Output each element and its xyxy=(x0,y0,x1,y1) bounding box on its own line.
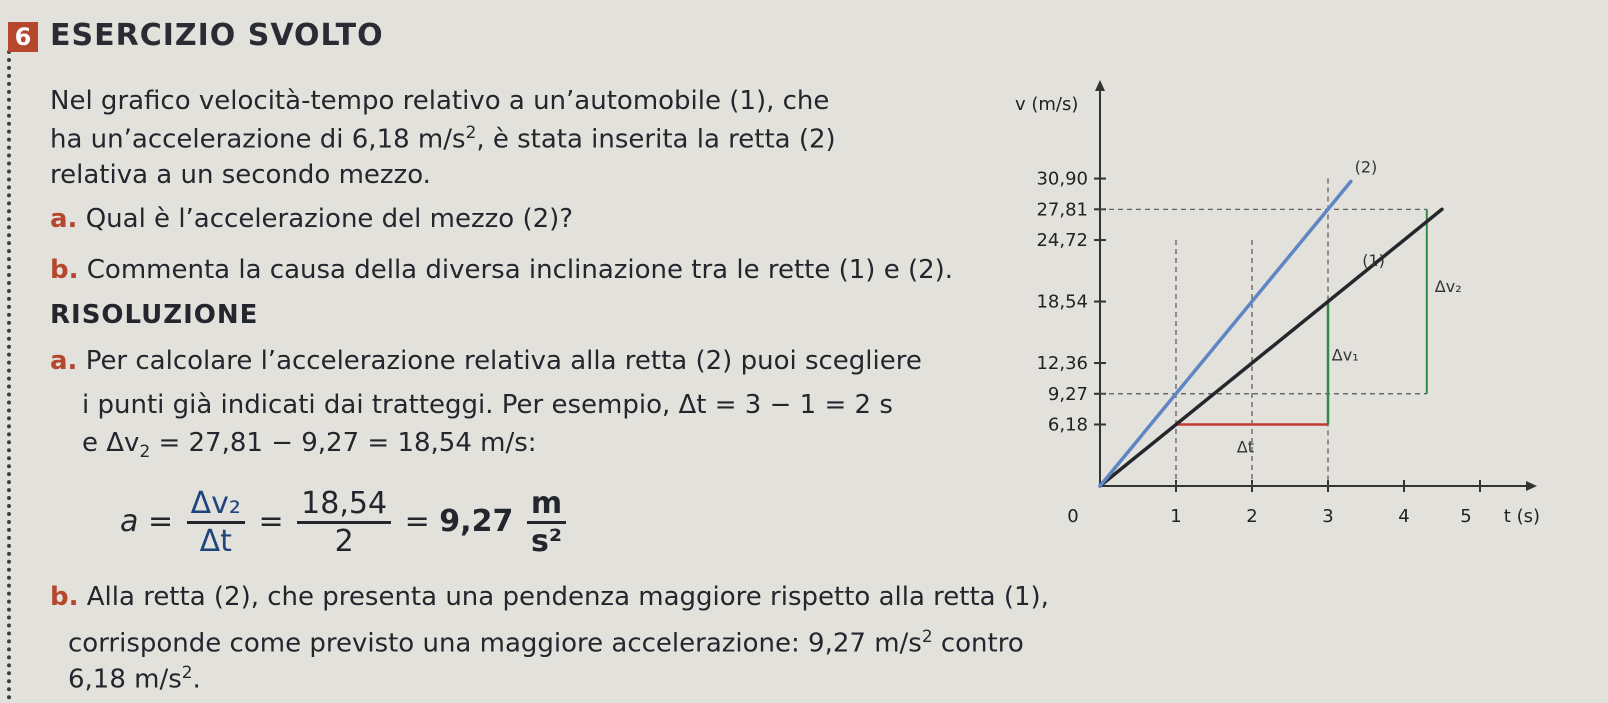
y-tick-label-27,81: 27,81 xyxy=(1036,199,1088,221)
solution-b-exp-2: 2 xyxy=(181,662,193,682)
formula-frac2-num: 18,54 xyxy=(297,486,391,524)
formula-unit xyxy=(527,486,566,559)
dotted-margin-rule xyxy=(7,50,11,700)
x-tick-label-5: 5 xyxy=(1460,506,1472,527)
solution-b-line-1 xyxy=(50,582,1049,612)
formula-frac1-num: Δv₂ xyxy=(187,486,245,524)
solution-a-line-1 xyxy=(50,346,922,376)
problem-line-1 xyxy=(50,86,829,116)
velocity-time-chart xyxy=(1005,60,1595,550)
problem-text-2b: , è stata inserita la retta (2) xyxy=(476,124,836,155)
solution-b-text-2b: contro xyxy=(932,628,1024,659)
solution-title: RISOLUZIONE xyxy=(50,300,259,330)
y-tick-label-12,36: 12,36 xyxy=(1036,353,1088,375)
question-b-letter: b. xyxy=(50,255,79,285)
solution-a-letter: a. xyxy=(50,346,78,376)
series-label-2: (2) xyxy=(1354,157,1378,177)
y-tick-label-24,72: 24,72 xyxy=(1036,230,1088,252)
formula-eq-3: = xyxy=(404,504,430,539)
problem-exponent: 2 xyxy=(465,122,477,142)
solution-a-text-3b: = 27,81 − 9,27 = 18,54 m/s: xyxy=(150,428,537,458)
series-line-1 xyxy=(1100,209,1442,486)
formula-unit-num: m xyxy=(527,486,566,524)
x-tick-label-1: 1 xyxy=(1170,506,1182,527)
y-tick-label-6,18: 6,18 xyxy=(1047,414,1088,436)
formula-eq-2: = xyxy=(258,504,284,539)
question-a-text: Qual è l’accelerazione del mezzo (2)? xyxy=(85,204,574,234)
problem-line-2 xyxy=(50,122,836,155)
y-tick-label-30,90: 30,90 xyxy=(1036,168,1088,190)
solution-a-text-3a: e Δv xyxy=(82,428,140,458)
question-a-letter: a. xyxy=(50,204,78,234)
question-b xyxy=(50,255,953,285)
y-axis-arrow xyxy=(1095,80,1105,91)
exercise-title: ESERCIZIO SVOLTO xyxy=(50,18,384,53)
solution-b-text-3b: . xyxy=(192,664,201,695)
acceleration-formula xyxy=(120,486,570,559)
formula-fraction-numeric xyxy=(297,486,391,559)
formula-fraction-symbolic xyxy=(187,486,245,559)
solution-b-text-1: Alla retta (2), che presenta una pendenza maggiore rispetto alla retta (1), xyxy=(86,582,1049,612)
problem-line-3 xyxy=(50,160,431,190)
delta-v1-label: Δv₁ xyxy=(1331,345,1359,365)
x-axis-arrow xyxy=(1526,481,1537,491)
solution-a-line-3 xyxy=(82,428,537,461)
formula-unit-den: s² xyxy=(531,524,562,559)
formula-frac1-den: Δt xyxy=(199,524,232,559)
solution-a-subscript: 2 xyxy=(139,441,151,462)
delta-t-label: Δt xyxy=(1236,437,1255,457)
y-axis-label: v (m/s) xyxy=(1015,94,1079,115)
formula-frac2-den: 2 xyxy=(334,524,354,559)
solution-a-text-1: Per calcolare l’accelerazione relativa alla retta (2) puoi scegliere xyxy=(85,346,922,376)
formula-eq-1: = xyxy=(147,504,174,539)
solution-b-text-2a: corrisponde come previsto una maggiore accelerazione: 9,27 m/s xyxy=(68,628,922,659)
solution-a-line-2 xyxy=(82,390,893,420)
question-b-text: Commenta la causa della diversa inclinazione tra le rette (1) e (2). xyxy=(86,255,954,285)
solution-b-line-3 xyxy=(68,662,201,695)
series-label-1: (1) xyxy=(1362,251,1385,271)
exercise-number-badge: 6 xyxy=(8,22,38,52)
y-tick-label-18,54: 18,54 xyxy=(1036,291,1088,313)
x-axis-label: t (s) xyxy=(1503,506,1540,527)
x-tick-label-4: 4 xyxy=(1398,506,1410,527)
solution-b-line-2 xyxy=(68,626,1024,659)
problem-text-1: Nel grafico velocità-tempo relativo a un’automobile (1), che xyxy=(50,86,830,116)
question-a xyxy=(50,204,573,234)
y-tick-label-9,27: 9,27 xyxy=(1047,383,1088,405)
formula-a: a xyxy=(120,504,139,539)
x-tick-label-2: 2 xyxy=(1246,506,1258,527)
x-tick-label-3: 3 xyxy=(1322,506,1334,527)
x-tick-label-0: 0 xyxy=(1067,506,1079,527)
problem-text-2a: ha un’accelerazione di 6,18 m/s xyxy=(50,124,466,155)
solution-b-exp-1: 2 xyxy=(921,626,933,646)
solution-a-text-2: i punti già indicati dai tratteggi. Per esempio, Δt = 3 − 1 = 2 s xyxy=(82,390,893,420)
series-line-2 xyxy=(1100,182,1351,486)
formula-result: 9,27 xyxy=(439,504,514,539)
problem-text-3: relativa a un secondo mezzo. xyxy=(50,160,431,190)
solution-b-letter: b. xyxy=(50,582,79,612)
delta-v2-label: Δv₂ xyxy=(1434,276,1462,296)
solution-b-text-3a: 6,18 m/s xyxy=(68,664,182,695)
